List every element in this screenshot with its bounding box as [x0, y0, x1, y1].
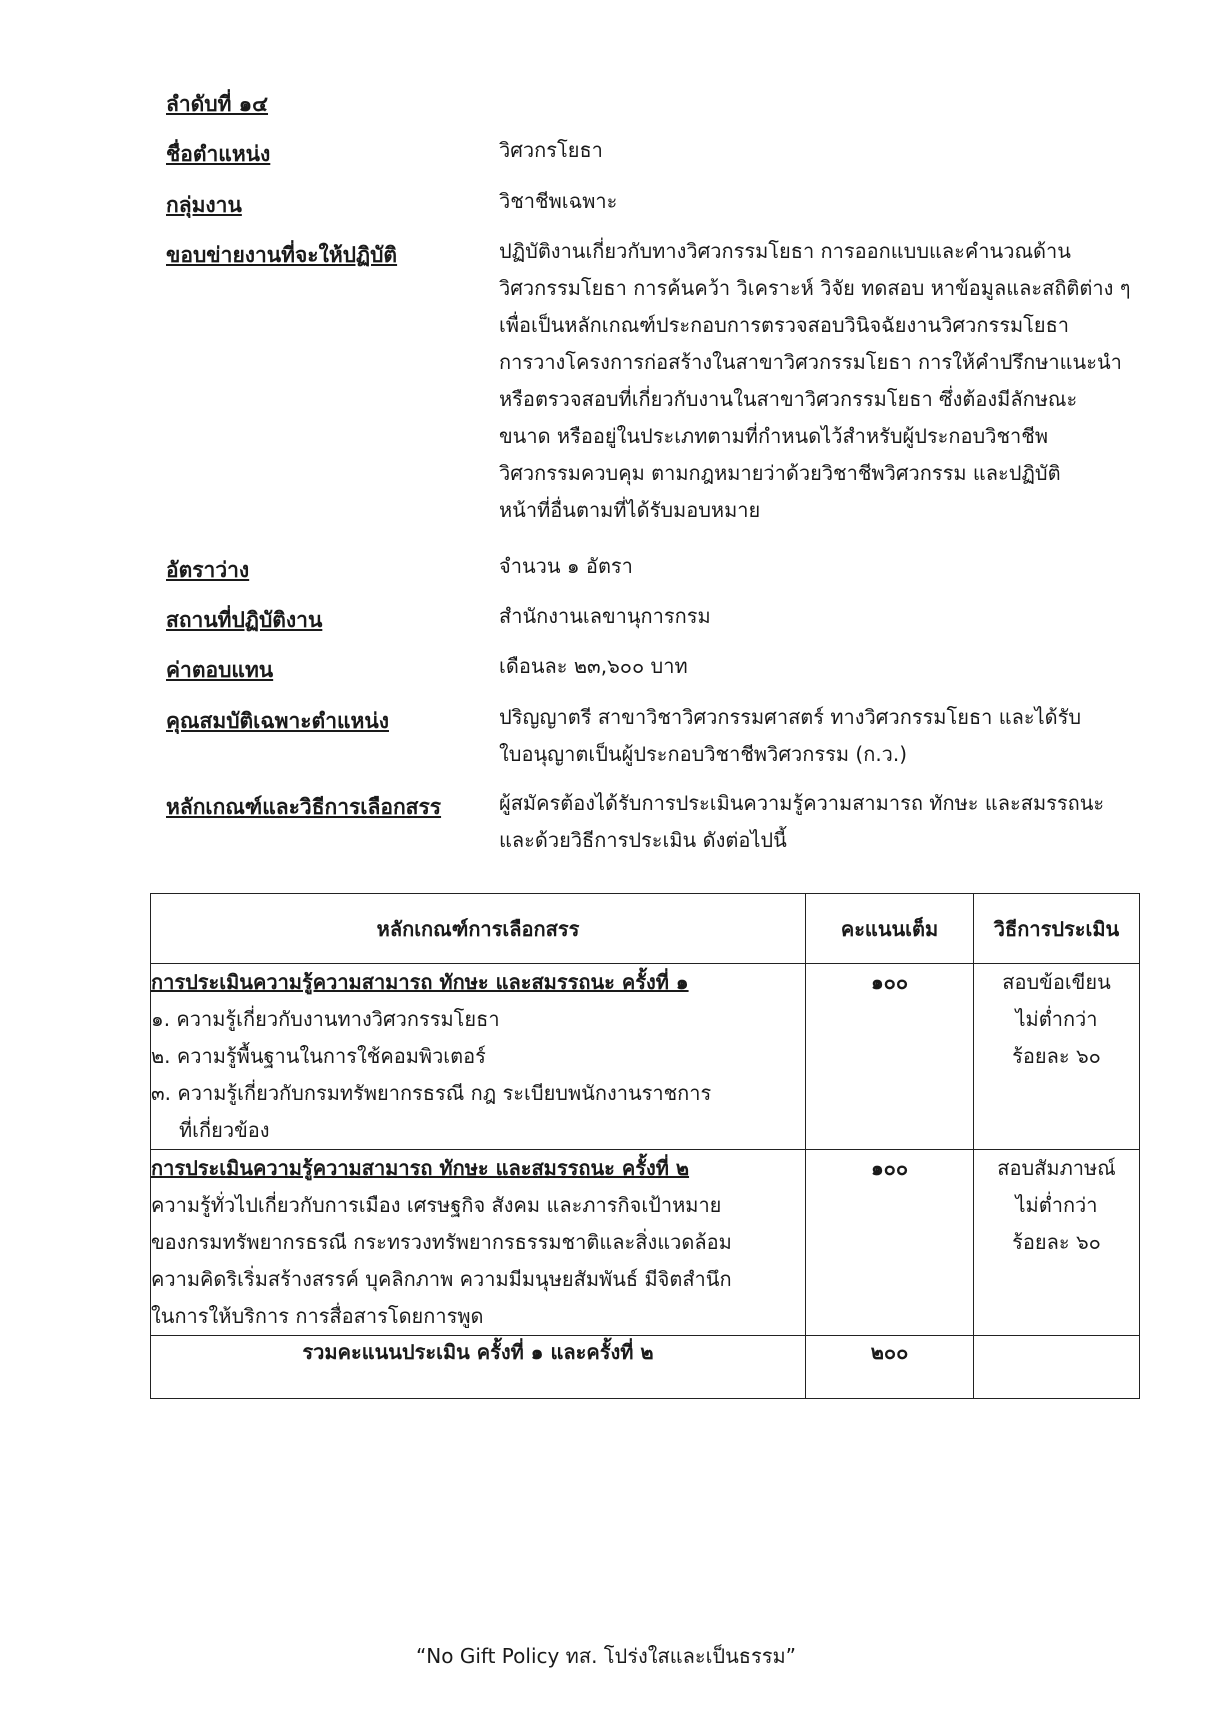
selection-value — [499, 785, 1109, 859]
method-line: ร้อยละ ๖๐ — [1012, 1044, 1101, 1068]
criteria-item: ของกรมทรัพยากรธรณี กระทรวงทรัพยากรธรรมชาติและสิ่งแวดล้อม — [151, 1230, 732, 1254]
footer-slogan: “No Gift Policy ทส. โปร่งใสและเป็นธรรม” — [415, 1644, 797, 1668]
method-line: สอบสัมภาษณ์ — [997, 1156, 1116, 1180]
criteria-item: ๑. ความรู้เกี่ยวกับงานทางวิศวกรรมโยธา — [151, 1007, 500, 1031]
criteria-cell — [151, 964, 806, 1150]
qualification-value — [499, 699, 1109, 773]
vacancy-value — [499, 548, 1109, 585]
criteria-table — [150, 893, 1140, 1399]
header-score: คะแนนเต็ม — [806, 894, 974, 964]
method-line: ร้อยละ ๖๐ — [1012, 1230, 1101, 1254]
scope-line: วิศวกรรมควบคุม ตามกฎหมายว่าด้วยวิชาชีพวิศวกรรม และปฏิบัติ — [499, 461, 1061, 485]
method-cell — [974, 1150, 1140, 1336]
location-value-text: สำนักงานเลขานุการกรม — [499, 604, 711, 628]
vacancy-value-text: จำนวน ๑ อัตรา — [499, 554, 633, 578]
salary-label: ค่าตอบแทน — [166, 658, 274, 682]
salary-value-text: เดือนละ ๒๓,๖๐๐ บาท — [499, 654, 688, 678]
qualification-line: ใบอนุญาตเป็นผู้ประกอบวิชาชีพวิศวกรรม (ก.ว.) — [499, 742, 908, 766]
qualification-line: ปริญญาตรี สาขาวิชาวิศวกรรมศาสตร์ ทางวิศวกรรมโยธา และได้รับ — [499, 705, 1082, 729]
header-method: วิธีการประเมิน — [974, 894, 1140, 964]
scope-line: ขนาด หรืออยู่ในประเภทตามที่กำหนดไว้สำหรับผู้ประกอบวิชาชีพ — [499, 424, 1049, 448]
criteria-item: ความคิดริเริ่มสร้างสรรค์ บุคลิกภาพ ความมีมนุษยสัมพันธ์ มีจิตสำนึก — [151, 1267, 732, 1291]
criteria-item: ความรู้ทั่วไปเกี่ยวกับการเมือง เศรษฐกิจ สังคม และภารกิจเป้าหมาย — [151, 1193, 722, 1217]
vacancy-label: อัตราว่าง — [166, 558, 250, 582]
method-line: ไม่ต่ำกว่า — [1015, 1193, 1098, 1217]
scope-line: การวางโครงการก่อสร้างในสาขาวิศวกรรมโยธา การให้คำปรึกษาแนะนำ — [499, 350, 1122, 374]
location-value — [499, 598, 1109, 635]
score-cell: ๑๐๐ — [806, 964, 974, 1150]
selection-line: ผู้สมัครต้องได้รับการประเมินความรู้ความสามารถ ทักษะ และสมรรถนะ — [499, 791, 1105, 815]
criteria-title: การประเมินความรู้ความสามารถ ทักษะ และสมรรถนะ ครั้งที่ ๒ — [151, 1156, 690, 1180]
scope-line: หรือตรวจสอบที่เกี่ยวกับงานในสาขาวิศวกรรมโยธา ซึ่งต้องมีลักษณะ — [499, 387, 1078, 411]
position-value-text: วิศวกรโยธา — [499, 138, 603, 162]
score-cell: ๑๐๐ — [806, 1150, 974, 1336]
table-header-row — [151, 894, 1140, 964]
sequence-number: ลำดับที่ ๑๔ — [166, 92, 269, 116]
header-criteria: หลักเกณฑ์การเลือกสรร — [151, 894, 806, 964]
salary-value — [499, 648, 1109, 685]
group-value-text: วิชาชีพเฉพาะ — [499, 189, 618, 213]
total-score: ๒๐๐ — [806, 1336, 974, 1399]
criteria-cell — [151, 1150, 806, 1336]
selection-label: หลักเกณฑ์และวิธีการเลือกสรร — [166, 795, 442, 819]
position-label: ชื่อตำแหน่ง — [166, 142, 271, 166]
total-label: รวมคะแนนประเมิน ครั้งที่ ๑ และครั้งที่ ๒ — [151, 1336, 806, 1399]
total-method-empty — [974, 1336, 1140, 1399]
scope-label: ขอบข่ายงานที่จะให้ปฏิบัติ — [166, 243, 398, 267]
position-value — [499, 132, 1109, 169]
scope-line: เพื่อเป็นหลักเกณฑ์ประกอบการตรวจสอบวินิจฉัยงานวิศวกรรมโยธา — [499, 313, 1070, 337]
scope-value — [499, 233, 1131, 529]
criteria-title: การประเมินความรู้ความสามารถ ทักษะ และสมรรถนะ ครั้งที่ ๑ — [151, 970, 689, 994]
table-row — [151, 964, 1140, 1150]
scope-line: วิศวกรรมโยธา การค้นคว้า วิเคราะห์ วิจัย ทดสอบ หาข้อมูลและสถิติต่าง ๆ — [499, 276, 1131, 300]
group-value — [499, 183, 1109, 220]
method-line: สอบข้อเขียน — [1002, 970, 1111, 994]
table-row — [151, 1150, 1140, 1336]
group-label: กลุ่มงาน — [166, 193, 242, 217]
location-label: สถานที่ปฏิบัติงาน — [166, 608, 323, 632]
method-cell — [974, 964, 1140, 1150]
qualification-label: คุณสมบัติเฉพาะตำแหน่ง — [166, 709, 389, 733]
criteria-item: ที่เกี่ยวข้อง — [179, 1118, 270, 1142]
method-line: ไม่ต่ำกว่า — [1015, 1007, 1098, 1031]
scope-line: ปฏิบัติงานเกี่ยวกับทางวิศวกรรมโยธา การออกแบบและคำนวณด้าน — [499, 239, 1071, 263]
criteria-item: ในการให้บริการ การสื่อสารโดยการพูด — [151, 1304, 484, 1328]
selection-line: และด้วยวิธีการประเมิน ดังต่อไปนี้ — [499, 828, 787, 852]
criteria-item: ๒. ความรู้พื้นฐานในการใช้คอมพิวเตอร์ — [151, 1044, 486, 1068]
criteria-item: ๓. ความรู้เกี่ยวกับกรมทรัพยากรธรณี กฎ ระเบียบพนักงานราชการ — [151, 1081, 712, 1105]
scope-line: หน้าที่อื่นตามที่ได้รับมอบหมาย — [499, 498, 761, 522]
table-total-row — [151, 1336, 1140, 1399]
